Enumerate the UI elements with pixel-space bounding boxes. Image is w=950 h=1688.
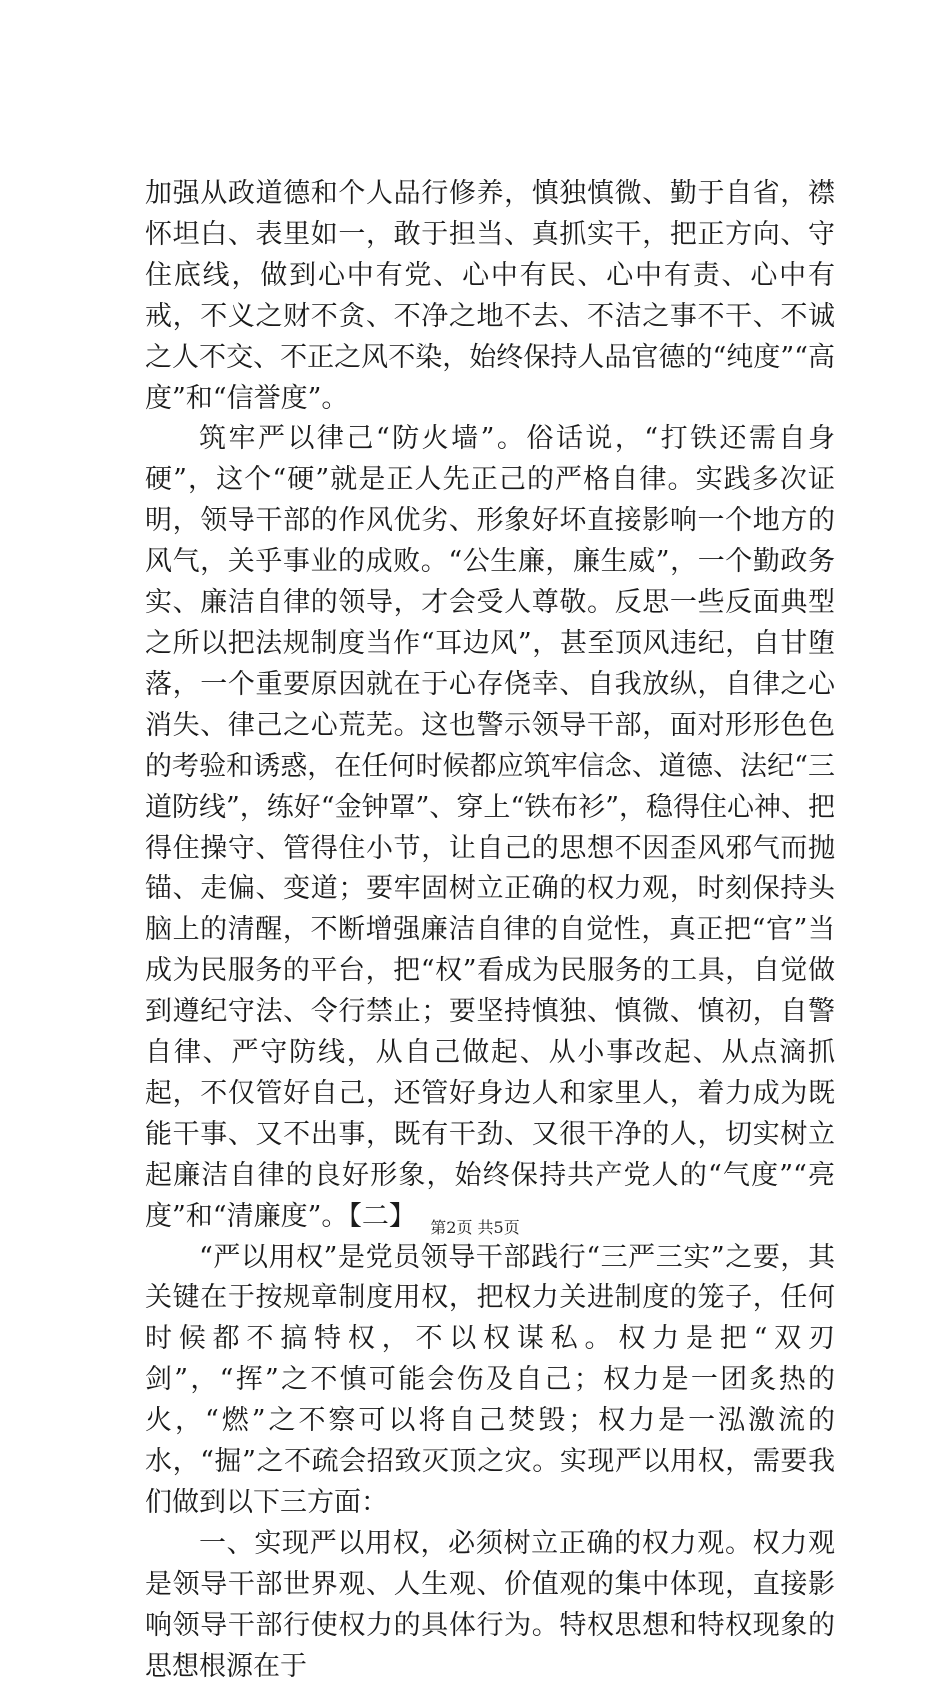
paragraph-1: 加强从政道德和个人品行修养，慎独慎微、勤于自省，襟怀坦白、表里如一，敢于担当、真抓实干，把正方向、守住底线，做到心中有党、心中有民、心中有责、心中有戒，不义之财不贪、不净之地不去、不洁之事不干、不诚之人不交、不正之风不染，始终保持人品官德的“纯度”“高度”和“信誉度”。: [145, 178, 835, 414]
paragraph-3: “严以用权”是党员领导干部践行“三严三实”之要，其关键在于按规章制度用权，把权力关进制度的笼子，任何时候都不搞特权，不以权谋私。权力是把“双刃剑”，“挥”之不慎可能会伤及自己；权力是一团炙热的火，“燃”之不察可以将自己焚毁；权力是一泓激流的水，“掘”之不疏会招致灭顶之灾。实现严以用权，需要我们做到以下三方面：: [145, 1241, 835, 1518]
paragraph-2: 筑牢严以律己“防火墙”。俗话说，“打铁还需自身硬”，这个“硬”就是正人先正己的严格自律。实践多次证明，领导干部的作风优劣、形象好坏直接影响一个地方的风气，关乎事业的成败。“公生廉，廉生威”，一个勤政务实、廉洁自律的领导，才会受人尊敬。反思一些反面典型之所以把法规制度当作“耳边风”，甚至顶风违纪，自甘堕落，一个重要原因就在于心存侥幸、自我放纵，自律之心消失、律己之心荒芜。这也警示领导干部，面对形形色色的考验和诱惑，在任何时候都应筑牢信念、道德、法纪“三道防线”，练好“金钟罩”、穿上“铁布衫”，稳得住心神、把得住操守、管得住小节，让自己的思想不因歪风邪气而抛锚、走偏、变道；要牢固树立正确的权力观，时刻保持头脑上的清醒，不断增强廉洁自律的自觉性，真正把“官”当成为民服务的平台，把“权”看成为民服务的工具，自觉做到遵纪守法、令行禁止；要坚持慎独、慎微、慎初，自警自律、严守防线，从自己做起、从小事改起、从点滴抓起，不仅管好自己，还管好身边人和家里人，着力成为既能干事、又不出事，既有干劲、又很干净的人，切实树立起廉洁自律的良好形象，始终保持共产党人的“气度”“亮度”和“清廉度”。【二】: [145, 423, 836, 1232]
paragraph-4: 一、实现严以用权，必须树立正确的权力观。权力观是领导干部世界观、人生观、价值观的集中体现，直接影响领导干部行使权力的具体行为。特权思想和特权现象的思想根源在于: [145, 1527, 835, 1682]
document-body: [145, 174, 835, 1688]
page-footer: 第2页 共5页: [430, 1218, 520, 1237]
